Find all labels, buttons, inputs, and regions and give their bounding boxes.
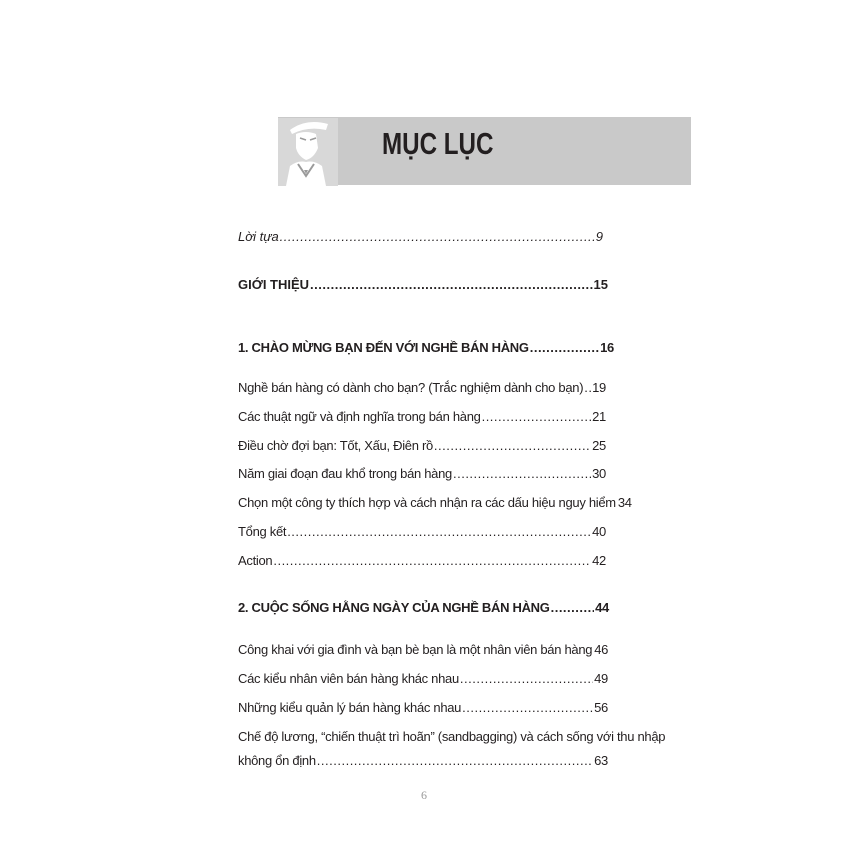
toc-chapter-title: 2. CUỘC SỐNG HẰNG NGÀY CỦA NGHỀ BÁN HÀNG (238, 600, 550, 615)
toc-item-title: Các kiểu nhân viên bán hàng khác nhau (238, 671, 459, 686)
page-title: MỤC LỤC (382, 126, 494, 161)
leader-dots (551, 600, 595, 616)
toc-item-title: Công khai với gia đình và bạn bè bạn là một nhân viên bán hàng (238, 642, 593, 657)
toc-item-page: 56 (594, 700, 608, 715)
toc-item-title: Action (238, 553, 273, 568)
leader-dots (317, 753, 593, 769)
leader-dots (462, 700, 593, 716)
toc-item-title: không ổn định (238, 753, 316, 768)
toc-entry-intro (238, 277, 608, 293)
toc-item-page: 34 (617, 495, 632, 510)
leader-dots (482, 409, 592, 425)
toc-item-page: 63 (594, 753, 608, 768)
toc-item-title: Các thuật ngữ và định nghĩa trong bán hàng (238, 409, 481, 424)
toc-chapter-page: 16 (600, 340, 614, 355)
toc-item (238, 380, 606, 396)
toc-item-line1: Chế độ lương, “chiến thuật trì hoãn” (sandbagging) và cách sống với thu nhập (238, 729, 666, 744)
toc-item-title: Tổng kết (238, 524, 287, 539)
toc-item-page: 46 (594, 642, 609, 657)
toc-item (238, 466, 606, 482)
page-number: 6 (421, 788, 427, 802)
leader-dots (434, 438, 591, 454)
leader-dots (280, 229, 595, 245)
toc-item (238, 409, 606, 425)
toc-item-page: 40 (592, 524, 606, 539)
toc-item-page: 42 (592, 553, 606, 568)
toc-entry-title: GIỚI THIỆU (238, 277, 310, 292)
leader-dots (584, 380, 591, 396)
toc-item (238, 753, 608, 769)
toc-item (238, 524, 606, 540)
toc-item (238, 671, 608, 687)
toc-item-title: Chọn một công ty thích hợp và cách nhận ra các dấu hiệu nguy hiểm (238, 495, 616, 510)
toc-item-title: Năm giai đoạn đau khổ trong bán hàng (238, 466, 452, 481)
leader-dots (273, 553, 591, 569)
toc-entry-preface (238, 229, 603, 245)
toc-item-page: 25 (592, 438, 606, 453)
toc-entry-title: Lời tựa (238, 229, 279, 244)
toc-item (238, 495, 632, 511)
toc-item (238, 700, 608, 716)
toc-item-page: 49 (594, 671, 608, 686)
toc-item (238, 642, 608, 658)
toc-item-title: Nghề bán hàng có dành cho bạn? (Trắc nghiệm dành cho bạn) (238, 380, 584, 395)
toc-item-page: 19 (592, 380, 606, 395)
toc-chapter-2 (238, 600, 609, 616)
leader-dots (530, 340, 599, 356)
portrait-icon (276, 104, 340, 186)
leader-dots (460, 671, 593, 687)
toc-item (238, 553, 606, 569)
toc-item-page: 30 (592, 466, 606, 481)
toc-entry-page: 9 (595, 229, 603, 244)
toc-chapter-1 (238, 340, 614, 356)
toc-entry-page: 15 (593, 277, 608, 292)
toc-item (238, 438, 606, 454)
toc-item-title: Những kiểu quản lý bán hàng khác nhau (238, 700, 462, 715)
leader-dots (453, 466, 591, 482)
leader-dots (310, 277, 592, 293)
toc-chapter-page: 44 (595, 600, 609, 615)
toc-item-page: 21 (592, 409, 606, 424)
toc-item-title: Điều chờ đợi bạn: Tốt, Xấu, Điên rồ (238, 438, 433, 453)
toc-chapter-title: 1. CHÀO MỪNG BẠN ĐẾN VỚI NGHỀ BÁN HÀNG (238, 340, 529, 355)
leader-dots (287, 524, 591, 540)
